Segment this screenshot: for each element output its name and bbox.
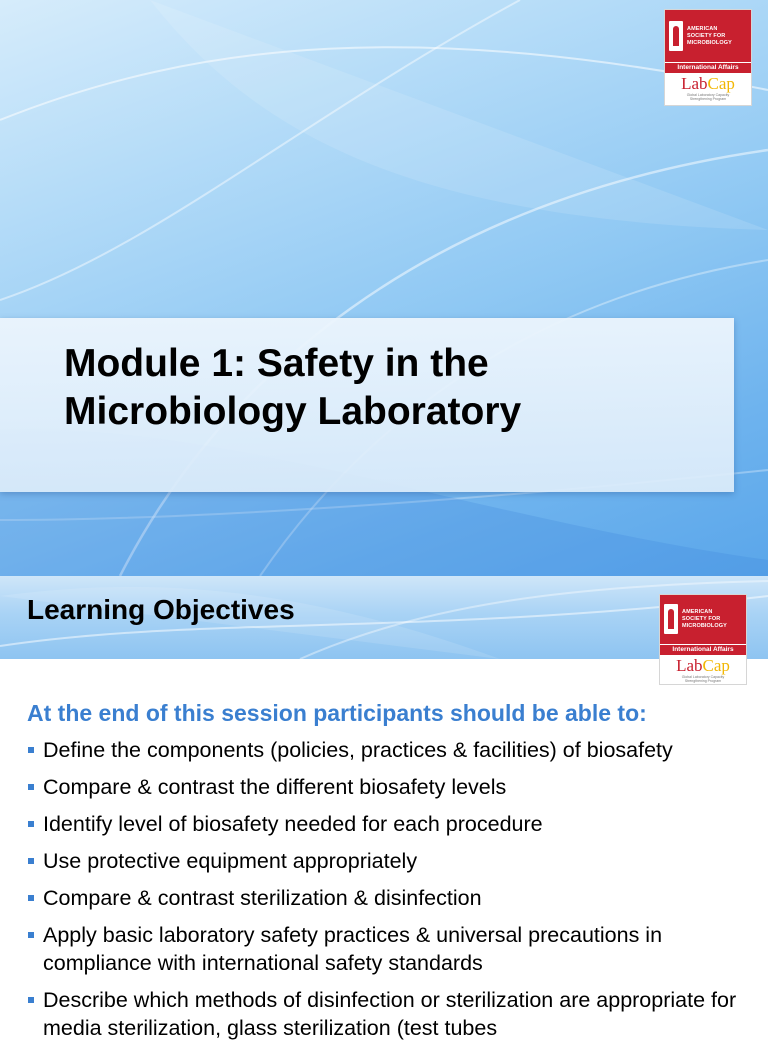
bullet-icon bbox=[28, 747, 34, 753]
title-band bbox=[0, 318, 734, 492]
bullet-icon bbox=[28, 821, 34, 827]
bullet-icon bbox=[28, 997, 34, 1003]
objective-item: Compare & contrast the different biosafety levels bbox=[27, 773, 757, 801]
objective-item: Use protective equipment appropriately bbox=[27, 847, 757, 875]
objective-item: Describe which methods of disinfection or sterilization are appropriate for media sterilization, glass sterilization (test tubes bbox=[27, 986, 757, 1042]
bullet-icon bbox=[28, 895, 34, 901]
microscope-icon bbox=[669, 21, 683, 51]
objective-item: Apply basic laboratory safety practices & universal precautions in compliance with international safety standards bbox=[27, 921, 757, 977]
asm-labcap-logo: AMERICAN SOCIETY FOR MICROBIOLOGY International Affairs LabCap Global Laboratory Capacity Strengthening Program bbox=[659, 594, 747, 685]
objective-item: Define the components (policies, practices & facilities) of biosafety bbox=[27, 736, 757, 764]
objectives-list bbox=[27, 736, 757, 1051]
bullet-icon bbox=[28, 784, 34, 790]
bullet-icon bbox=[28, 858, 34, 864]
objective-item: Compare & contrast sterilization & disinfection bbox=[27, 884, 757, 912]
microscope-icon bbox=[664, 604, 678, 634]
asm-labcap-logo: AMERICAN SOCIETY FOR MICROBIOLOGY International Affairs LabCap Global Laboratory Capacity Strengthening Program bbox=[664, 9, 752, 106]
bullet-icon bbox=[28, 932, 34, 938]
slide-title: Module 1: Safety in the Microbiology Laboratory bbox=[64, 342, 522, 433]
objectives-slide bbox=[0, 576, 768, 1040]
objectives-intro: At the end of this session participants should be able to: bbox=[27, 700, 647, 726]
objectives-header bbox=[0, 576, 768, 659]
objectives-title: Learning Objectives bbox=[27, 594, 295, 625]
objective-item: Identify level of biosafety needed for each procedure bbox=[27, 810, 757, 838]
